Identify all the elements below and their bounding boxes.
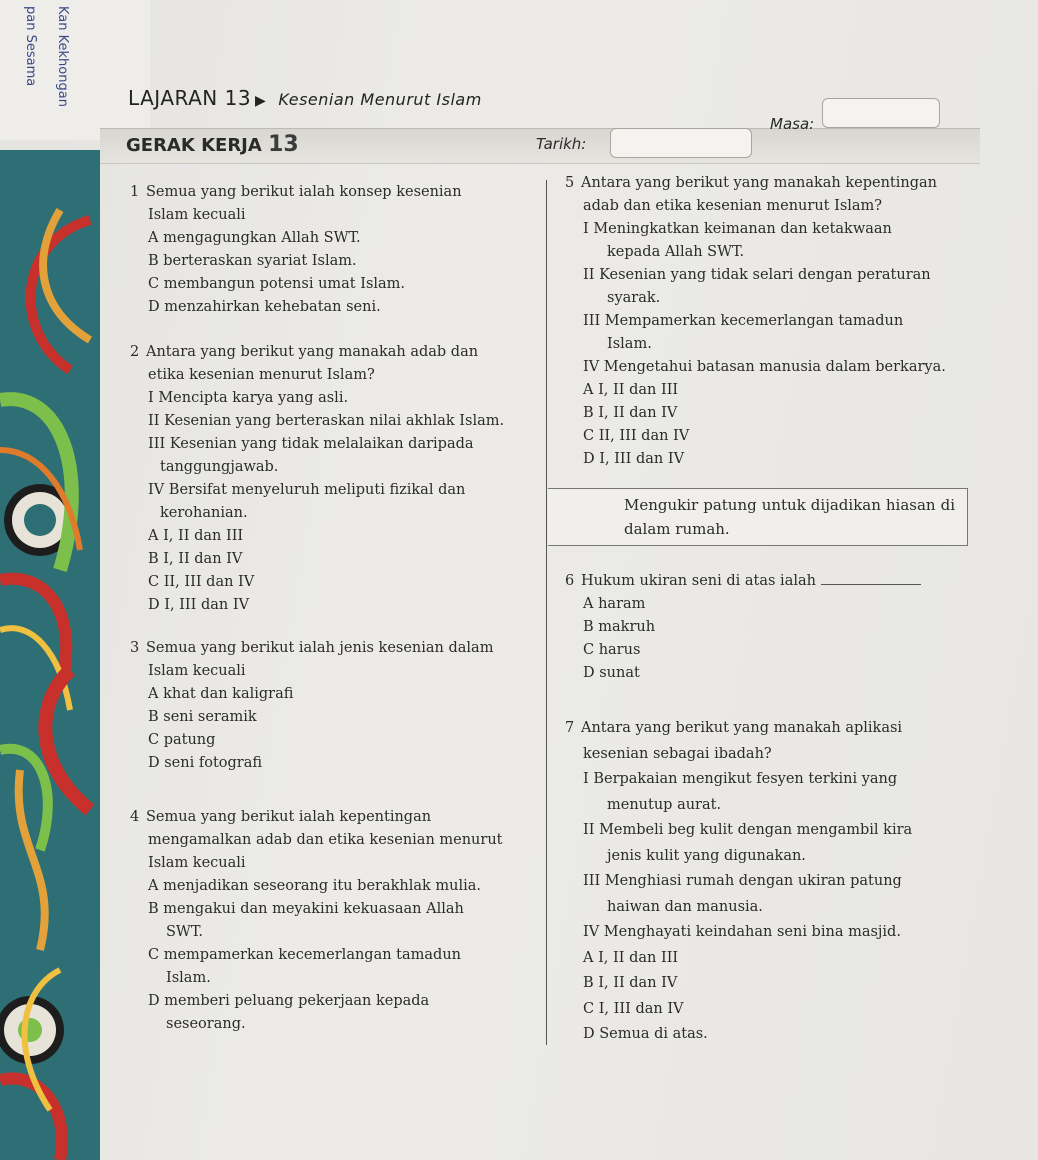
gerak-kerja-title: [126, 132, 299, 157]
option-a[interactable]: A mengagungkan Allah SWT.: [148, 230, 361, 246]
option-c[interactable]: C I, III dan IV: [583, 1000, 684, 1017]
option-d[interactable]: D menzahirkan kehebatan seni.: [148, 299, 381, 315]
play-arrow-icon: ▶: [255, 93, 267, 109]
option-a[interactable]: A I, II dan III: [583, 382, 679, 398]
option-d[interactable]: D seni fotografi: [148, 755, 263, 771]
tarikh-field[interactable]: [610, 128, 752, 158]
option-c[interactable]: C harus: [583, 642, 641, 658]
question-5: 5 Antara yang berikut yang manakah kepentingan adab dan etika kesenian menurut Islam? I Meningkatkan keimanan dan ketakwaan kepada Allah SWT. II Kesenian yang tidak selari dengan peraturan syarak. III Mempamerkan kecemerlangan tamadun Islam. IV Mengetahui batasan manusia dalam berkarya. A I, II dan III B I, II dan IV C II, III dan IV D I, III dan IV: [565, 172, 975, 471]
tarikh-label: Tarikh:: [536, 135, 587, 153]
option-a[interactable]: A khat dan kaligrafi: [148, 686, 294, 702]
option-a[interactable]: A I, II dan III: [583, 949, 679, 966]
margin-note-1: Kan Kekhongan: [55, 6, 70, 107]
margin-note-2: pan Sesama: [23, 6, 38, 87]
lesson-header: [128, 86, 482, 110]
option-d[interactable]: D I, III dan IV: [583, 451, 685, 467]
question-4: 4 Semua yang berikut ialah kepentingan mengamalkan adab dan etika kesenian menurut Islam kecuali A menjadikan seseorang itu berakhlak mulia. B mengakui dan meyakini kekuasaan Allah SWT. C mempamerkan kecemerlangan tamadun Islam. D memberi peluang pekerjaan kepada seseorang.: [130, 806, 530, 1036]
option-c[interactable]: C patung: [148, 732, 216, 748]
option-d[interactable]: D Semua di atas.: [583, 1026, 708, 1042]
column-divider: [546, 180, 547, 1045]
masa-label: Masa:: [770, 115, 815, 133]
option-b[interactable]: B mengakui dan meyakini kekuasaan Allah: [148, 901, 464, 917]
option-d[interactable]: D memberi peluang pekerjaan kepada: [148, 993, 430, 1009]
option-c[interactable]: C membangun potensi umat Islam.: [148, 276, 406, 292]
option-d[interactable]: D I, III dan IV: [148, 597, 250, 613]
option-d[interactable]: D sunat: [583, 665, 640, 681]
option-a[interactable]: A haram: [583, 596, 646, 612]
option-a[interactable]: A menjadikan seseorang itu berakhlak mulia.: [148, 878, 482, 894]
decorative-border-pattern: [0, 150, 100, 1160]
answer-blank[interactable]: [821, 570, 921, 585]
gerak-kerja-label: GERAK KERJA: [126, 135, 262, 156]
option-b[interactable]: B berteraskan syariat Islam.: [148, 253, 357, 269]
masa-field[interactable]: [822, 98, 940, 128]
stimulus-box: Mengukir patung untuk dijadikan hiasan di dalam rumah.: [548, 488, 968, 546]
option-b[interactable]: B I, II dan IV: [583, 975, 678, 991]
option-b[interactable]: B seni seramik: [148, 709, 257, 725]
question-6: 6 Hukum ukiran seni di atas ialah A haram B makruh C harus D sunat: [565, 570, 975, 685]
question-7: 7 Antara yang berikut yang manakah aplikasi kesenian sebagai ibadah? I Berpakaian mengikut fesyen terkini yang menutup aurat. II Membeli beg kulit dengan mengambil kira jenis kulit yang digunakan. III Menghiasi rumah dengan ukiran patung haiwan dan manusia. IV Menghayati keindahan seni bina masjid. A I, II dan III B I, II dan IV C I, III dan IV D Semua di atas.: [565, 716, 975, 1048]
question-1: 1 Semua yang berikut ialah konsep kesenian Islam kecuali A mengagungkan Allah SWT. B berteraskan syariat Islam. C membangun potensi umat Islam. D menzahirkan kehebatan seni.: [130, 181, 530, 319]
option-c[interactable]: C mempamerkan kecemerlangan tamadun: [148, 947, 462, 963]
question-3: 3 Semua yang berikut ialah jenis kesenian dalam Islam kecuali A khat dan kaligrafi B seni seramik C patung D seni fotografi: [130, 637, 530, 775]
option-c[interactable]: C II, III dan IV: [148, 574, 255, 590]
lesson-title: LAJARAN 13: [128, 86, 252, 110]
option-b[interactable]: B makruh: [583, 619, 656, 635]
option-a[interactable]: A I, II dan III: [148, 528, 244, 544]
option-c[interactable]: C II, III dan IV: [583, 428, 690, 444]
option-b[interactable]: B I, II dan IV: [148, 551, 243, 567]
question-2: 2 Antara yang berikut yang manakah adab dan etika kesenian menurut Islam? I Mencipta karya yang asli. II Kesenian yang berteraskan nilai akhlak Islam. III Kesenian yang tidak melalaikan daripada tanggungjawab. IV Bersifat menyeluruh meliputi fizikal dan kerohanian. A I, II dan III B I, II dan IV C II, III dan IV D I, III dan IV: [130, 341, 530, 617]
lesson-subtitle: Kesenian Menurut Islam: [278, 90, 482, 109]
option-b[interactable]: B I, II dan IV: [583, 405, 678, 421]
gerak-kerja-number: 13: [268, 132, 299, 157]
